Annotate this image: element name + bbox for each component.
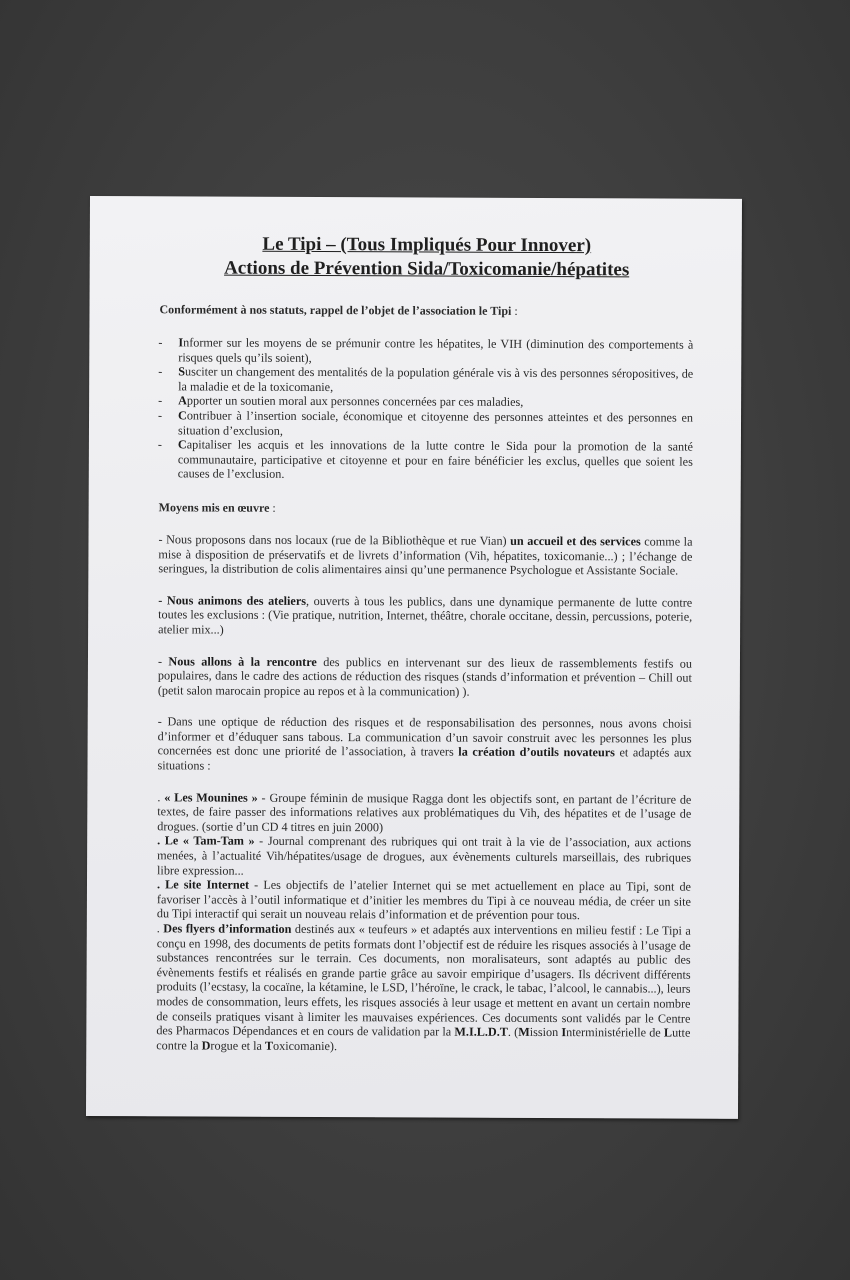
intro-line [159, 302, 693, 319]
objective-initial: C [177, 437, 187, 452]
p4-post: et adaptés aux situations : [157, 745, 692, 773]
objective-text: nformer sur les moyens de se prémunir contre les hépatites, le VIH (diminution des comportements à risques quels qu’ils soient), [178, 335, 694, 365]
paragraph-outils [157, 715, 691, 776]
tool-name: . Le site Internet [156, 877, 250, 892]
objective-item [159, 408, 693, 440]
objectives-list [159, 335, 694, 483]
objective-initial: A [178, 393, 187, 408]
p4-bold: la création d’outils novateurs [458, 745, 615, 760]
objective-initial: C [178, 408, 187, 423]
p2-bold: Nous animons des ateliers [166, 593, 307, 608]
objective-text: apitaliser les acquis et les innovations de la lutte contre le Sida pour la promotion de la santé communautaire, participative et citoyenne et pour en faire bénéficier les exclus, quelles que soient les causes de l’exclusion. [177, 437, 693, 482]
p2-post: , ouverts à tous les publics, dans une dynamique permanente de lutte contre toutes les exclusions : (Vie pratique, nutrition, Internet, théâtre, chorale occitane, dessin, percussions, poterie, atelier mix...) [158, 593, 693, 637]
objective-initial: S [178, 364, 186, 379]
title-line-2: Actions de Prévention Sida/Toxicomanie/hépatites [224, 257, 630, 281]
mildt-word: oxicomanie). [273, 1038, 338, 1053]
mildt-initial: T [264, 1038, 274, 1053]
tool-name: Des flyers d’information [163, 921, 292, 936]
tool-site-internet [157, 878, 691, 924]
objective-text: pporter un soutien moral aux personnes concernées par ces maladies, [186, 393, 524, 410]
p1-post: comme la mise à disposition de préservatifs et de livrets d’information (Vih, hépatites, toxicomanie...) ; l’échange de seringues, la distribution de colis alimentaires ainsi qu’une permanence Psychologue et Assistante Sociale. [158, 534, 693, 578]
objective-item [159, 364, 693, 396]
tool-tam-tam [157, 834, 691, 880]
means-heading [159, 500, 693, 517]
objective-text: usciter un changement des mentalités de la population générale vis à vis des personnes séropositives, de la maladie et de la toxicomanie, [178, 364, 694, 394]
mildt-initial: M [518, 1025, 530, 1040]
tool-name: . Le « Tam-Tam » [157, 833, 255, 849]
mildt-word: rogue et la [210, 1038, 265, 1053]
p1-bold: un accueil et des services [510, 533, 641, 549]
mildt-paren: . ( [507, 1024, 519, 1040]
document-title [160, 232, 694, 282]
means-heading-tail: : [269, 500, 276, 515]
mildt-word: utte contre la [156, 1025, 691, 1053]
mildt-word: nterministérielle de [566, 1025, 664, 1040]
mildt-initial: L [663, 1025, 673, 1040]
tool-desc: - Les objectifs de l’atelier Internet qui se met actuellement en place au Tipi, sont de favoriser l’accès à l’outil informatique et d’initier les membres du Tipi à ce nouveau média, de créer un site du Tipi interactif qui serait un nouveau relais d’information et de prévention pour tous. [156, 877, 692, 923]
tool-mounines [157, 790, 691, 836]
tool-flyers [156, 921, 691, 1055]
p1-pre: - Nous proposons dans nos locaux (rue de la Bibliothèque et rue Vian) [158, 532, 511, 548]
title-line-1: Le Tipi – (Tous Impliqués Pour Innover) [262, 233, 592, 257]
tool-name: « Les Mounines » [164, 789, 258, 805]
means-heading-text: Moyens mis en œuvre [158, 500, 270, 515]
tool-desc: destinés aux « teufeurs » et adaptés aux interventions en milieu festif : Le Tipi a conçu en 1998, des documents de petits formats dont l’objectif est de réduire les risques associés à l’usage de substances rencontrées sur le terrain. Ces documents, non moralisateurs, sont adaptés au public des évènements festifs et réalisés en grande partie grâce au savoir empirique d’usagers. Ils décrivent différents produits (l’ecstasy, la cocaïne, la kétamine, le LSD, l’héroïne, le crack, le tabac, l’alcool, le cannabis...), leurs modes de consommation, leurs effets, les risques associés à leur usage et mettent en avant un certain nombre de conseils pratiques visant à limiter les mauvaises expériences. Ces documents sont validés par le Centre des Pharmacos Dépendances et en cours de validation par la [156, 921, 691, 1039]
p3-pre: - [157, 653, 169, 668]
intro-tail: : [511, 303, 518, 318]
p3-post: des publics en intervenant sur des lieux de rassemblements festifs ou populaires, dans le cadre des actions de réduction des risques (stands d’information et prévention – Chill out (petit salon marocain propice au repos et à la communication) ). [157, 654, 692, 699]
tool-pre: . [156, 921, 164, 936]
paragraph-services [158, 532, 692, 578]
objective-item [159, 437, 693, 483]
intro-bold: Conformément à nos statuts, rappel de l’objet de l’association le Tipi [159, 302, 512, 318]
objective-initial: I [178, 335, 184, 350]
paragraph-ateliers [158, 593, 692, 639]
tool-desc: - Journal comprenant des rubriques qui ont trait à la vie de l’association, aux actions menées, à l’actualité Vih/hépatites/usage de drogues, aux évènements culturels marseillais, des rubriques libre expression... [157, 834, 692, 878]
objective-item [159, 335, 693, 367]
mildt-acronym: M.I.L.D.T [454, 1024, 508, 1039]
mildt-word: ission [529, 1025, 562, 1040]
objective-text: ontribuer à l’insertion sociale, économique et citoyenne des personnes atteintes et des personnes en situation d’exclusion, [177, 408, 694, 438]
mildt-initial: I [561, 1025, 567, 1040]
document-page [86, 196, 742, 1119]
mildt-initial: D [201, 1038, 211, 1053]
paragraph-rencontre [158, 654, 692, 700]
p2-pre: - [158, 593, 167, 608]
p3-bold: Nous allons à la rencontre [168, 653, 317, 669]
tool-pre: . [157, 789, 165, 804]
p4-pre: - Dans une optique de réduction des risques et de responsabilisation des personnes, nous avons choisi d’informer et d’éduquer sans tabous. La communication d’un savoir construit avec les personnes les plus concernées est donc une priorité de l’association, à travers [157, 714, 692, 760]
tool-desc: - Groupe féminin de musique Ragga dont les objectifs sont, en partant de l’écriture de textes, de faire passer des informations relatives aux problématiques du Vih, des hépatites et de l’usage de drogues. (sortie d’un CD 4 titres en juin 2000) [157, 790, 692, 835]
